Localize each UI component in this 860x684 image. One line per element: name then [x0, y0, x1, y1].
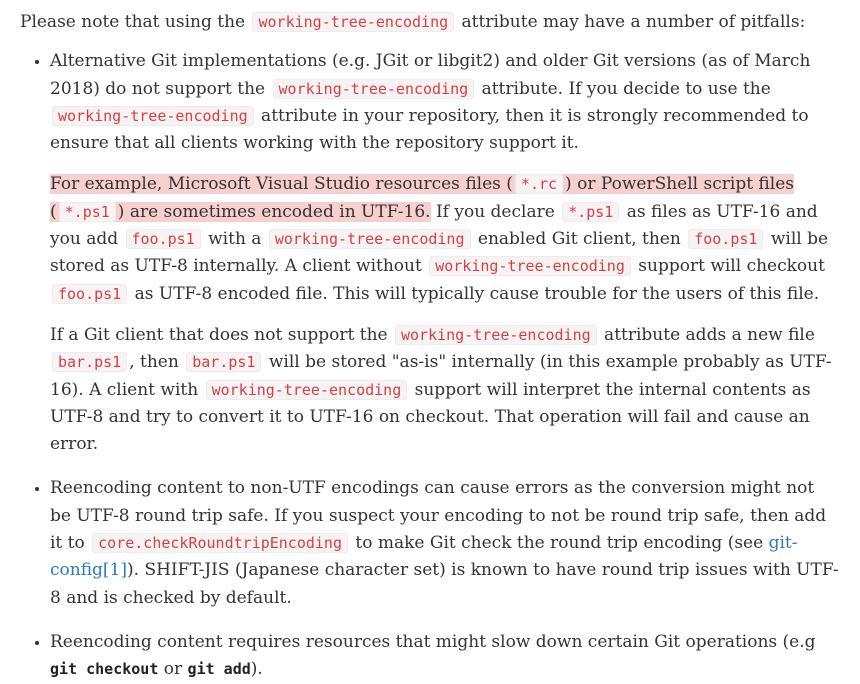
text: ) or PowerShell script files ( — [50, 174, 794, 222]
code-part: encoding — [175, 106, 248, 125]
inline-code: bar.ps1 — [186, 352, 261, 372]
paragraph — [50, 48, 840, 157]
paragraph — [50, 322, 840, 458]
text: attribute in your repository, then it is strongly recommended to ensure that all clients working with the repository support it. — [50, 105, 809, 154]
text: Reencoding content requires resources that might slow down certain Git operations (e.g — [50, 631, 816, 652]
code-part: working-tree- — [58, 106, 176, 125]
inline-code: bar.ps1 — [52, 352, 127, 372]
inline-code: core.checkRoundtripEncoding — [92, 533, 348, 553]
pitfalls-list — [20, 48, 840, 683]
inline-code: git checkout — [50, 660, 159, 679]
text: ). SHIFT-JIS (Japanese character set) is known to have round trip issues with UTF-8 and is checked by default. — [50, 560, 839, 608]
paragraph — [50, 475, 840, 611]
example-paragraph — [50, 171, 840, 307]
text: If you declare — [430, 201, 561, 222]
inline-code: working-tree-encoding — [269, 229, 471, 249]
text: ) are sometimes encoded in UTF-16. — [117, 201, 431, 222]
inline-code: *.ps1 — [562, 202, 619, 222]
text: For example, Microsoft Visual Studio resources files ( — [50, 174, 513, 195]
text: support will interpret the internal contents as UTF-8 and try to convert it to UTF-16 on checkout. That operation will fail and cause an error. — [50, 379, 811, 455]
text: enabled Git client, then — [472, 229, 687, 250]
text: , then — [129, 352, 185, 373]
text: ). — [250, 659, 263, 680]
inline-code: working-tree-encoding — [395, 325, 597, 345]
list-item — [50, 48, 840, 458]
text: support will checkout — [632, 256, 825, 277]
text: as UTF-8 encoded file. This will typically cause trouble for the users of this file. — [129, 283, 820, 304]
text: as files as UTF-16 and you add — [50, 201, 818, 250]
inline-code: working-tree-encoding — [429, 256, 631, 276]
inline-code: foo.ps1 — [126, 229, 201, 249]
text: will be stored "as-is" internally (in this example probably as UTF-16). A client with — [50, 352, 832, 400]
inline-code: *.ps1 — [59, 202, 116, 222]
inline-code: working-tree-encoding — [206, 380, 408, 400]
text: or — [158, 659, 188, 680]
text: will be stored as UTF-8 internally. A client without — [50, 229, 829, 277]
intro-text: Please note that using the — [20, 12, 251, 32]
git-config-link[interactable]: git-config[1] — [50, 533, 798, 581]
inline-code — [52, 106, 254, 126]
inline-code: foo.ps1 — [52, 284, 127, 304]
text: If a Git client that does not support the — [50, 324, 393, 345]
text: attribute. If you decide to use the — [476, 78, 771, 99]
list-item — [50, 629, 840, 684]
list-item — [50, 475, 840, 611]
inline-code: *.rc — [515, 174, 563, 194]
text: to make Git check the round trip encoding (see — [350, 533, 769, 554]
intro-paragraph — [20, 9, 840, 36]
text: with a — [202, 229, 267, 250]
intro-text: attribute may have a number of pitfalls: — [456, 12, 806, 32]
text: Alternative Git implementations (e.g. JGit or libgit2) and older Git versions (as of March 2018) do not support the — [50, 51, 811, 99]
inline-code: git add — [187, 660, 251, 679]
inline-code: foo.ps1 — [688, 229, 763, 249]
inline-code: working-tree-encoding — [252, 12, 454, 32]
inline-code: working-tree-encoding — [273, 79, 475, 99]
text: attribute adds a new file — [598, 324, 815, 345]
paragraph — [50, 629, 840, 684]
text: Reencoding content to non-UTF encodings can cause errors as the conversion might not be UTF-8 round trip safe. If you suspect your encoding to not be round trip safe, then add it to — [50, 478, 827, 554]
